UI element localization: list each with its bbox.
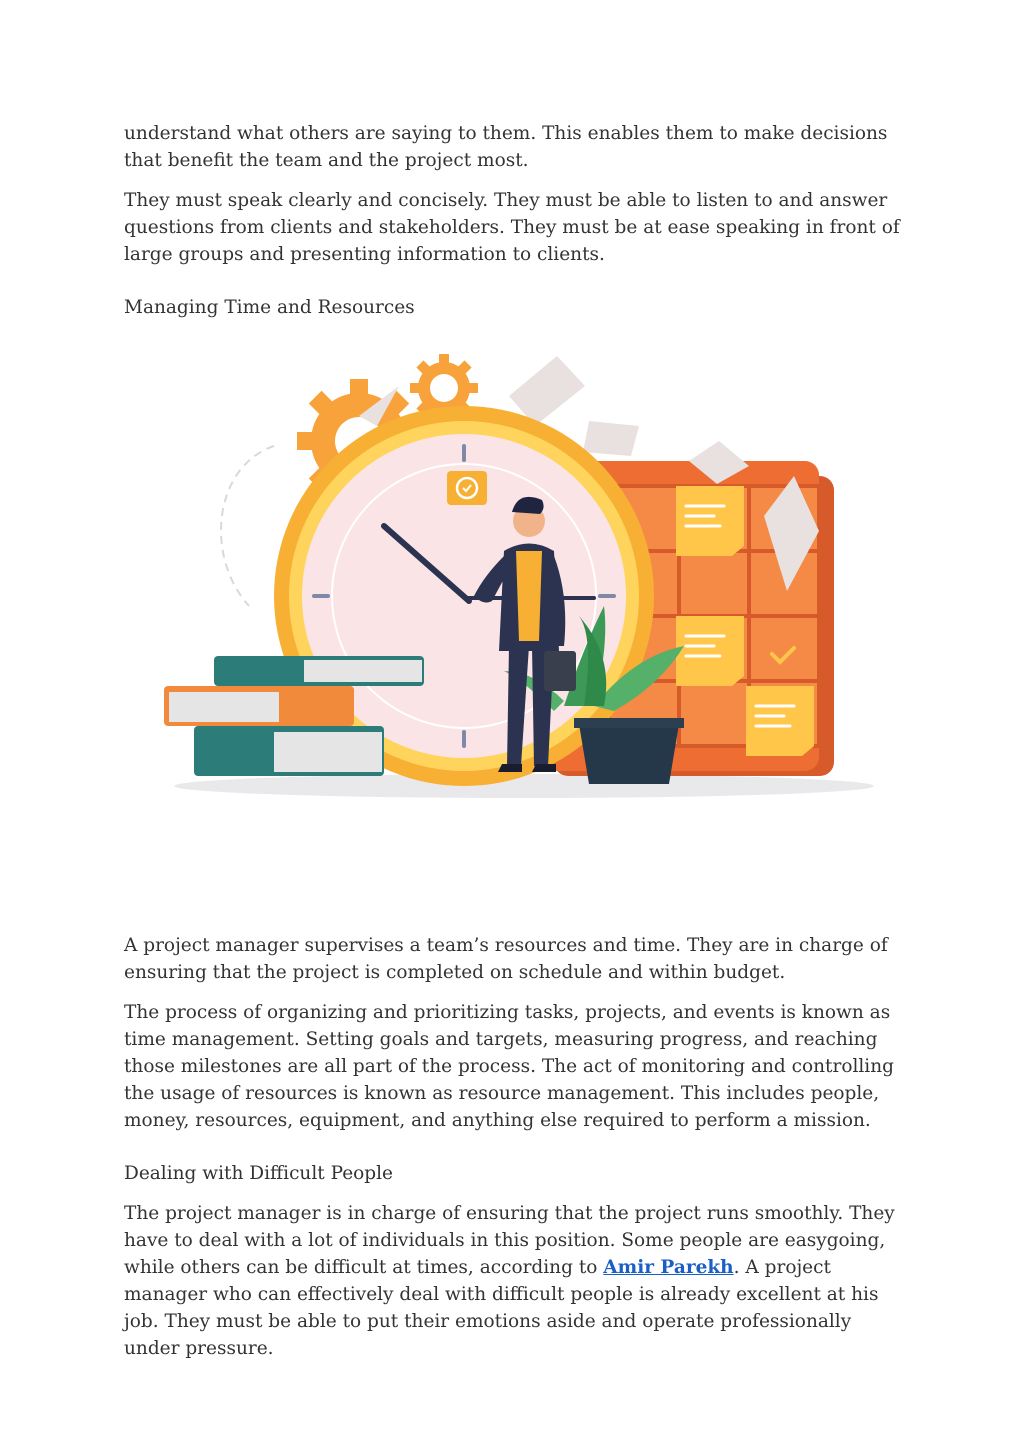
document-page [124,120,904,1362]
paragraph: They must speak clearly and concisely. They must be able to listen to and answer questions from clients and stakeholders. They must be at ease speaking in front of large groups and presenting information to clients. [124,190,900,265]
clock-badge-icon [447,471,487,505]
ground-shadow [174,774,874,798]
paragraph-text: The project manager is in charge of ensuring that the project runs smoothly. They have to deal with a lot of individuals in this position. Some people are easygoing, while others can be difficult at times, according to [124,1203,895,1278]
paragraph-text: . A project manager who can effectively deal with difficult people is already excellent at his job. They must be able to put their emotions aside and operate professionally under pressure. [124,1257,879,1359]
author-link[interactable]: Amir Parekh [603,1257,734,1278]
paragraph: A project manager supervises a team’s resources and time. They are in charge of ensuring that the project is completed on schedule and within budget. [124,935,888,983]
section-heading: Dealing with Difficult People [124,1163,393,1184]
paragraph: The process of organizing and prioritizing tasks, projects, and events is known as time management. Setting goals and targets, measuring progress, and reaching those milestones are all part of the process. The act of monitoring and controlling the usage of resources is known as resource management. This includes people, money, resources, equipment, and anything else required to perform a mission. [124,1002,894,1131]
briefcase-icon [544,651,576,691]
section-heading: Managing Time and Resources [124,297,415,318]
time-management-illustration [124,346,904,906]
paragraph [124,1200,904,1362]
paragraph: understand what others are saying to them. This enables them to make decisions that benefit the team and the project most. [124,123,888,171]
dashed-arc [221,446,274,606]
